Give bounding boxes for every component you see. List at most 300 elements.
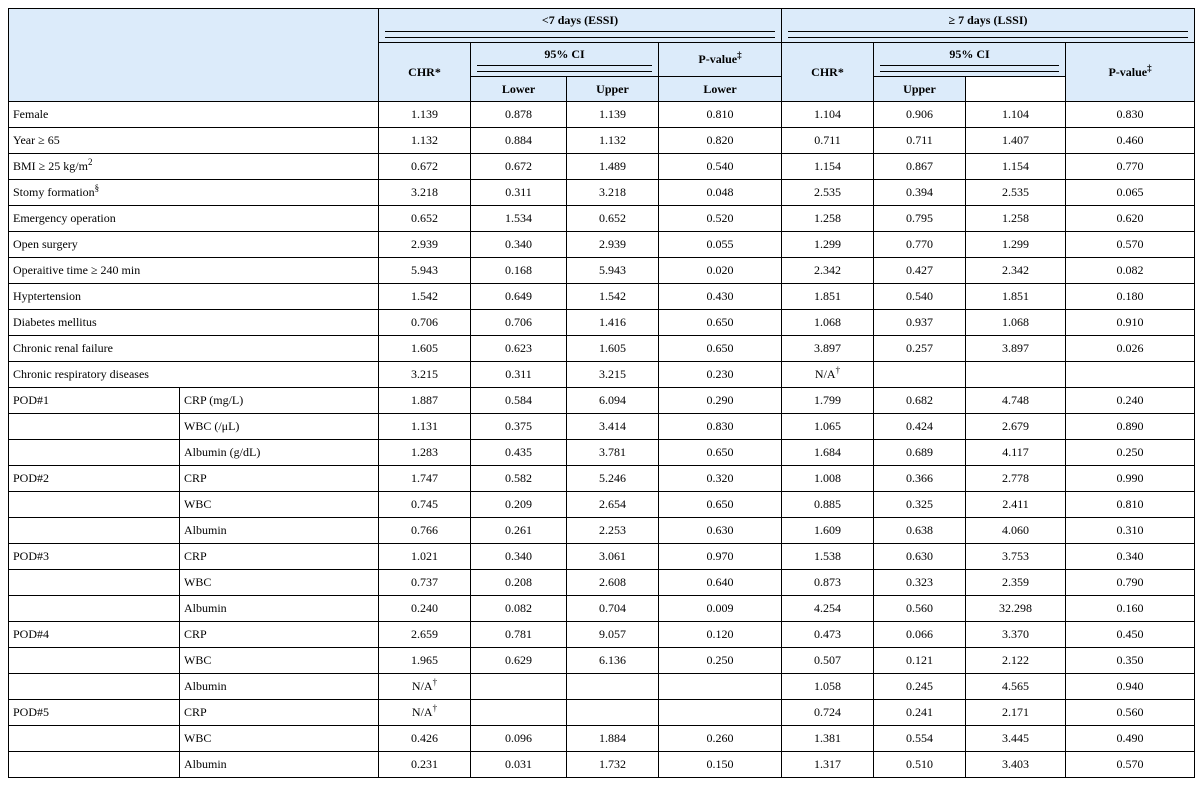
essi-ci-lower-cell: [471, 154, 567, 180]
essi-chr-value: 1.021: [411, 549, 438, 563]
lssi-ci-lower-value: 0.066: [906, 627, 934, 641]
header-essi: [379, 9, 782, 43]
lssi-p-value-value: 0.890: [1116, 419, 1144, 433]
essi-ci-lower-cell: [471, 726, 567, 752]
essi-ci-upper-value: 6.136: [599, 653, 626, 667]
lssi-p-value-value: 0.830: [1116, 107, 1144, 121]
table-row: [9, 232, 1195, 258]
lssi-ci-lower-value: 0.638: [906, 523, 934, 537]
lssi-chr-value: 1.799: [814, 393, 842, 407]
row-group-label: [9, 440, 180, 466]
lssi-ci-lower-cell: [874, 622, 966, 648]
lssi-ci-upper-value: 1.299: [1002, 237, 1030, 251]
lssi-p-value-value: 0.910: [1116, 315, 1144, 329]
essi-chr-value: 0.240: [411, 601, 438, 615]
essi-ci-lower-cell: [471, 518, 567, 544]
essi-p-value-value: 0.320: [706, 471, 734, 485]
lssi-chr-value: 0.473: [814, 627, 842, 641]
lssi-ci-upper-value: 1.258: [1002, 211, 1030, 225]
lssi-chr-cell: [782, 440, 874, 466]
essi-ci-upper-cell: [567, 258, 659, 284]
essi-ci-upper-cell: [567, 310, 659, 336]
essi-chr-value: 3.218: [411, 185, 438, 199]
essi-ci-upper-cell: [567, 466, 659, 492]
essi-ci-lower-cell: [471, 128, 567, 154]
lssi-ci-lower-value: 0.770: [906, 237, 934, 251]
row-group-text: Open surgery: [13, 237, 78, 251]
essi-ci-upper-value: 2.939: [599, 237, 626, 251]
row-sub-label: WBC (/μL): [180, 414, 379, 440]
essi-p-value-cell: [659, 206, 782, 232]
lssi-chr-value: 1.258: [814, 211, 842, 225]
lssi-ci-lower-value: 0.560: [906, 601, 934, 615]
lssi-ci-lower-cell: [874, 700, 966, 726]
lssi-ci-lower-cell: [874, 284, 966, 310]
essi-chr-value: 2.659: [411, 627, 438, 641]
header-lssi-sub-blank: [966, 77, 1066, 102]
lssi-ci-upper-value: 2.359: [1002, 575, 1030, 589]
lssi-chr-value: 4.254: [814, 601, 842, 615]
row-group-sup: §: [94, 183, 100, 193]
essi-ci-upper-cell: [567, 102, 659, 128]
lssi-ci-upper-cell: [966, 128, 1066, 154]
header-lssi-ci-double-rule: [880, 65, 1059, 72]
essi-p-value-value: 0.290: [706, 393, 734, 407]
row-group-label: [9, 596, 180, 622]
lssi-ci-upper-cell: [966, 570, 1066, 596]
lssi-chr-value: 0.885: [814, 497, 842, 511]
lssi-p-value-value: 0.490: [1116, 731, 1144, 745]
lssi-p-value-cell: [1066, 362, 1195, 388]
lssi-ci-lower-cell: [874, 596, 966, 622]
lssi-chr-value: 1.684: [814, 445, 842, 459]
lssi-ci-lower-cell: [874, 336, 966, 362]
essi-chr-value: 1.131: [411, 419, 438, 433]
table-row: [9, 258, 1195, 284]
lssi-p-value-value: 0.340: [1116, 549, 1144, 563]
table-row: [9, 466, 1195, 492]
lssi-chr-value: 1.299: [814, 237, 842, 251]
lssi-p-value-value: 0.560: [1116, 705, 1144, 719]
lssi-chr-cell: [782, 414, 874, 440]
essi-ci-lower-cell: [471, 674, 567, 700]
essi-ci-upper-value: 3.061: [599, 549, 626, 563]
lssi-ci-upper-value: 1.068: [1002, 315, 1030, 329]
lssi-ci-lower-value: 0.394: [906, 185, 934, 199]
essi-ci-lower-value: 0.208: [505, 575, 532, 589]
lssi-ci-lower-cell: [874, 440, 966, 466]
essi-chr-value: 0.231: [411, 757, 438, 771]
essi-chr-cell: [379, 154, 471, 180]
essi-ci-upper-value: 1.489: [599, 159, 626, 173]
essi-p-value-cell: [659, 622, 782, 648]
essi-chr-cell: [379, 258, 471, 284]
essi-ci-lower-cell: [471, 622, 567, 648]
header-essi-pvalue: [659, 43, 782, 77]
essi-ci-lower-value: 0.582: [505, 471, 532, 485]
row-group-label: [9, 466, 180, 492]
essi-chr-cell: [379, 388, 471, 414]
essi-ci-upper-value: 1.884: [599, 731, 626, 745]
essi-p-value-cell: [659, 154, 782, 180]
lssi-chr-value: N/A: [814, 367, 836, 381]
essi-p-value-cell: [659, 414, 782, 440]
lssi-ci-lower-cell: [874, 388, 966, 414]
row-group-text: POD#3: [13, 549, 50, 563]
essi-chr-value: 0.652: [411, 211, 438, 225]
lssi-chr-cell: [782, 336, 874, 362]
lssi-chr-cell: [782, 466, 874, 492]
lssi-ci-lower-value: 0.323: [906, 575, 934, 589]
essi-chr-cell: [379, 362, 471, 388]
row-group-text: BMI ≥ 25 kg/m: [13, 159, 88, 173]
row-group-label: [9, 674, 180, 700]
row-sub-label: CRP (mg/L): [180, 388, 379, 414]
lssi-ci-upper-cell: [966, 440, 1066, 466]
essi-ci-lower-value: 0.168: [505, 263, 532, 277]
essi-ci-lower-cell: [471, 284, 567, 310]
lssi-chr-cell: [782, 232, 874, 258]
table-row: [9, 622, 1195, 648]
essi-ci-lower-cell: [471, 388, 567, 414]
row-group-text: POD#1: [13, 393, 50, 407]
lssi-ci-lower-cell: [874, 518, 966, 544]
row-sub-label: CRP: [180, 466, 379, 492]
essi-chr-value: 3.215: [411, 367, 438, 381]
essi-chr-cell: [379, 180, 471, 206]
lssi-ci-upper-value: 1.851: [1002, 289, 1030, 303]
essi-ci-lower-value: 0.082: [505, 601, 532, 615]
row-sub-label: Albumin: [180, 596, 379, 622]
row-group-label: [9, 310, 379, 336]
essi-chr-value: N/A: [411, 679, 433, 693]
essi-chr-value: 1.605: [411, 341, 438, 355]
essi-ci-upper-cell: [567, 492, 659, 518]
table-row: [9, 700, 1195, 726]
essi-ci-lower-cell: [471, 492, 567, 518]
essi-ci-lower-value: 1.534: [505, 211, 532, 225]
essi-ci-lower-value: 0.261: [505, 523, 532, 537]
lssi-ci-lower-cell: [874, 206, 966, 232]
header-lssi-double-rule: [788, 31, 1188, 38]
lssi-ci-upper-value: 4.117: [1002, 445, 1029, 459]
essi-ci-lower-cell: [471, 232, 567, 258]
essi-chr-cell: [379, 622, 471, 648]
lssi-chr-cell: [782, 206, 874, 232]
essi-ci-upper-value: 2.253: [599, 523, 626, 537]
table-row: [9, 284, 1195, 310]
lssi-p-value-value: 0.082: [1116, 263, 1144, 277]
essi-ci-lower-value: 0.311: [505, 185, 532, 199]
lssi-p-value-value: 0.460: [1116, 133, 1144, 147]
lssi-p-value-cell: [1066, 128, 1195, 154]
essi-ci-upper-cell: [567, 596, 659, 622]
lssi-p-value-value: 0.240: [1116, 393, 1144, 407]
essi-p-value-value: 0.020: [706, 263, 734, 277]
table-row: [9, 154, 1195, 180]
essi-p-value-cell: [659, 440, 782, 466]
row-sub-label: Albumin (g/dL): [180, 440, 379, 466]
row-group-label: [9, 492, 180, 518]
essi-ci-upper-cell: [567, 388, 659, 414]
header-essi-double-rule: [385, 31, 775, 38]
lssi-chr-value: 1.008: [814, 471, 842, 485]
essi-chr-value: 0.737: [411, 575, 438, 589]
lssi-ci-upper-cell: [966, 362, 1066, 388]
lssi-chr-cell: [782, 284, 874, 310]
lssi-p-value-cell: [1066, 622, 1195, 648]
table-row: [9, 492, 1195, 518]
lssi-ci-lower-cell: [874, 726, 966, 752]
essi-ci-upper-cell: [567, 700, 659, 726]
row-group-label: [9, 102, 379, 128]
row-group-label: [9, 128, 379, 154]
lssi-p-value-value: 0.160: [1116, 601, 1144, 615]
lssi-ci-upper-cell: [966, 336, 1066, 362]
essi-chr-cell: [379, 128, 471, 154]
essi-ci-upper-value: 3.414: [599, 419, 626, 433]
lssi-p-value-cell: [1066, 596, 1195, 622]
lssi-ci-upper-value: 2.411: [1002, 497, 1029, 511]
lssi-p-value-value: 0.790: [1116, 575, 1144, 589]
lssi-chr-cell: [782, 102, 874, 128]
lssi-chr-cell: [782, 726, 874, 752]
lssi-p-value-cell: [1066, 388, 1195, 414]
row-sub-label: WBC: [180, 492, 379, 518]
lssi-chr-cell: [782, 648, 874, 674]
row-group-text: Operaitive time ≥ 240 min: [13, 263, 141, 277]
essi-ci-lower-value: 0.209: [505, 497, 532, 511]
row-group-label: [9, 622, 180, 648]
lssi-p-value-value: 0.570: [1116, 237, 1144, 251]
essi-ci-upper-value: 1.416: [599, 315, 626, 329]
table-row: [9, 726, 1195, 752]
essi-p-value-value: 0.250: [706, 653, 734, 667]
lssi-p-value-value: 0.770: [1116, 159, 1144, 173]
header-lssi-ci: [874, 43, 1066, 77]
lssi-ci-upper-cell: [966, 466, 1066, 492]
essi-ci-upper-cell: [567, 362, 659, 388]
essi-ci-lower-value: 0.649: [505, 289, 532, 303]
lssi-ci-lower-value: 0.795: [906, 211, 934, 225]
essi-chr-value: 0.426: [411, 731, 438, 745]
essi-ci-lower-value: 0.623: [505, 341, 532, 355]
lssi-ci-lower-cell: [874, 570, 966, 596]
essi-p-value-value: 0.650: [706, 497, 734, 511]
table-row: [9, 440, 1195, 466]
essi-p-value-value: 0.009: [706, 601, 734, 615]
row-group-label: [9, 284, 379, 310]
essi-ci-upper-cell: [567, 440, 659, 466]
essi-ci-upper-value: 1.732: [599, 757, 626, 771]
essi-ci-lower-cell: [471, 310, 567, 336]
essi-ci-lower-cell: [471, 544, 567, 570]
lssi-p-value-cell: [1066, 466, 1195, 492]
row-group-label: [9, 518, 180, 544]
lssi-chr-cell: [782, 674, 874, 700]
lssi-chr-value: 1.154: [814, 159, 842, 173]
table-row: [9, 570, 1195, 596]
essi-p-value-value: 0.820: [706, 133, 734, 147]
essi-ci-lower-cell: [471, 180, 567, 206]
table-row: [9, 206, 1195, 232]
lssi-ci-upper-value: 3.445: [1002, 731, 1030, 745]
row-group-text: Chronic renal failure: [13, 341, 113, 355]
row-sub-label: WBC: [180, 570, 379, 596]
row-group-label: [9, 336, 379, 362]
row-group-text: Stomy formation: [13, 185, 95, 199]
lssi-ci-upper-cell: [966, 102, 1066, 128]
essi-ci-lower-value: 0.706: [505, 315, 532, 329]
essi-p-value-cell: [659, 284, 782, 310]
row-group-label: [9, 544, 180, 570]
lssi-ci-lower-value: 0.510: [906, 757, 934, 771]
lssi-ci-upper-cell: [966, 622, 1066, 648]
table-row: [9, 752, 1195, 778]
essi-ci-upper-value: 9.057: [599, 627, 626, 641]
header-essi-sub-upper: Upper: [567, 77, 659, 102]
lssi-ci-lower-value: 0.906: [906, 107, 934, 121]
essi-ci-upper-cell: [567, 284, 659, 310]
essi-chr-cell: [379, 414, 471, 440]
lssi-ci-upper-cell: [966, 206, 1066, 232]
header-essi-chr: CHR*: [379, 43, 471, 102]
lssi-p-value-value: 0.250: [1116, 445, 1144, 459]
lssi-chr-value: 0.711: [814, 133, 841, 147]
table-row: [9, 648, 1195, 674]
essi-p-value-value: 0.120: [706, 627, 734, 641]
lssi-chr-cell: [782, 492, 874, 518]
lssi-chr-value: 1.381: [814, 731, 842, 745]
essi-p-value-value: 0.810: [706, 107, 734, 121]
essi-p-value-value: 0.650: [706, 315, 734, 329]
row-group-sup: 2: [87, 157, 93, 167]
essi-ci-lower-cell: [471, 466, 567, 492]
essi-p-value-value: 0.048: [706, 185, 734, 199]
lssi-p-value-cell: [1066, 570, 1195, 596]
lssi-p-value-cell: [1066, 544, 1195, 570]
essi-chr-value: 0.745: [411, 497, 438, 511]
essi-chr-cell: [379, 648, 471, 674]
row-group-label: [9, 570, 180, 596]
row-sub-label: WBC: [180, 648, 379, 674]
lssi-chr-value: 1.609: [814, 523, 842, 537]
lssi-ci-lower-cell: [874, 258, 966, 284]
essi-p-value-value: 0.970: [706, 549, 734, 563]
lssi-ci-upper-cell: [966, 388, 1066, 414]
lssi-ci-lower-cell: [874, 128, 966, 154]
lssi-ci-upper-value: 1.154: [1002, 159, 1030, 173]
essi-p-value-value: 0.640: [706, 575, 734, 589]
lssi-chr-cell: [782, 362, 874, 388]
lssi-ci-upper-value: 3.897: [1002, 341, 1030, 355]
lssi-chr-value: 1.851: [814, 289, 842, 303]
essi-ci-upper-value: 3.781: [599, 445, 626, 459]
row-sub-label: CRP: [180, 700, 379, 726]
row-group-label: [9, 414, 180, 440]
essi-ci-upper-value: 1.139: [599, 107, 626, 121]
lssi-chr-value: 1.317: [814, 757, 842, 771]
row-group-text: Female: [13, 107, 49, 121]
header-essi-ci-double-rule: [477, 65, 652, 72]
essi-chr-value: 0.706: [411, 315, 438, 329]
essi-ci-lower-value: 0.672: [505, 159, 532, 173]
lssi-ci-upper-cell: [966, 414, 1066, 440]
essi-p-value-value: 0.520: [706, 211, 734, 225]
lssi-chr-value: 0.873: [814, 575, 842, 589]
header-lssi-sub-upper: Upper: [874, 77, 966, 102]
lssi-chr-value: 1.104: [814, 107, 842, 121]
essi-p-value-cell: [659, 570, 782, 596]
essi-chr-cell: [379, 674, 471, 700]
lssi-ci-lower-value: 0.241: [906, 705, 934, 719]
essi-p-value-value: 0.055: [706, 237, 734, 251]
essi-ci-lower-cell: [471, 440, 567, 466]
essi-ci-upper-value: 5.246: [599, 471, 626, 485]
essi-p-value-cell: [659, 180, 782, 206]
lssi-p-value-cell: [1066, 180, 1195, 206]
lssi-chr-sup: †: [835, 365, 841, 375]
essi-chr-value: 1.542: [411, 289, 438, 303]
row-group-label: [9, 648, 180, 674]
essi-ci-lower-value: 0.435: [505, 445, 532, 459]
lssi-ci-upper-cell: [966, 492, 1066, 518]
lssi-chr-cell: [782, 180, 874, 206]
essi-ci-upper-cell: [567, 414, 659, 440]
lssi-ci-lower-value: 0.554: [906, 731, 934, 745]
essi-ci-upper-value: 0.652: [599, 211, 626, 225]
essi-ci-lower-cell: [471, 336, 567, 362]
table-row: [9, 388, 1195, 414]
row-sub-label: Albumin: [180, 674, 379, 700]
row-sub-label: Albumin: [180, 752, 379, 778]
lssi-chr-cell: [782, 518, 874, 544]
lssi-p-value-value: 0.570: [1116, 757, 1144, 771]
row-group-label: [9, 362, 379, 388]
essi-ci-upper-value: 3.215: [599, 367, 626, 381]
lssi-ci-upper-value: 1.104: [1002, 107, 1030, 121]
lssi-ci-lower-value: 0.630: [906, 549, 934, 563]
lssi-chr-cell: [782, 544, 874, 570]
lssi-p-value-value: 0.065: [1116, 185, 1144, 199]
lssi-ci-upper-value: 3.753: [1002, 549, 1030, 563]
lssi-p-value-value: 0.450: [1116, 627, 1144, 641]
essi-p-value-cell: [659, 752, 782, 778]
lssi-ci-upper-cell: [966, 648, 1066, 674]
essi-chr-cell: [379, 232, 471, 258]
lssi-chr-value: 0.724: [814, 705, 842, 719]
essi-chr-value: 0.672: [411, 159, 438, 173]
header-essi-pvalue-label: P-value: [698, 52, 738, 66]
essi-chr-value: 1.965: [411, 653, 438, 667]
essi-ci-lower-cell: [471, 700, 567, 726]
essi-ci-lower-cell: [471, 102, 567, 128]
essi-chr-cell: [379, 752, 471, 778]
essi-p-value-cell: [659, 128, 782, 154]
row-group-label: [9, 726, 180, 752]
lssi-ci-lower-cell: [874, 310, 966, 336]
table-row: [9, 102, 1195, 128]
lssi-ci-lower-value: 0.711: [906, 133, 933, 147]
lssi-ci-lower-value: 0.867: [906, 159, 934, 173]
essi-ci-upper-cell: [567, 518, 659, 544]
essi-chr-cell: [379, 206, 471, 232]
row-group-text: Year ≥ 65: [13, 133, 60, 147]
essi-p-value-value: 0.150: [706, 757, 734, 771]
essi-p-value-value: 0.430: [706, 289, 734, 303]
header-lssi-ci-label: 95% CI: [949, 47, 990, 61]
table-row: [9, 674, 1195, 700]
